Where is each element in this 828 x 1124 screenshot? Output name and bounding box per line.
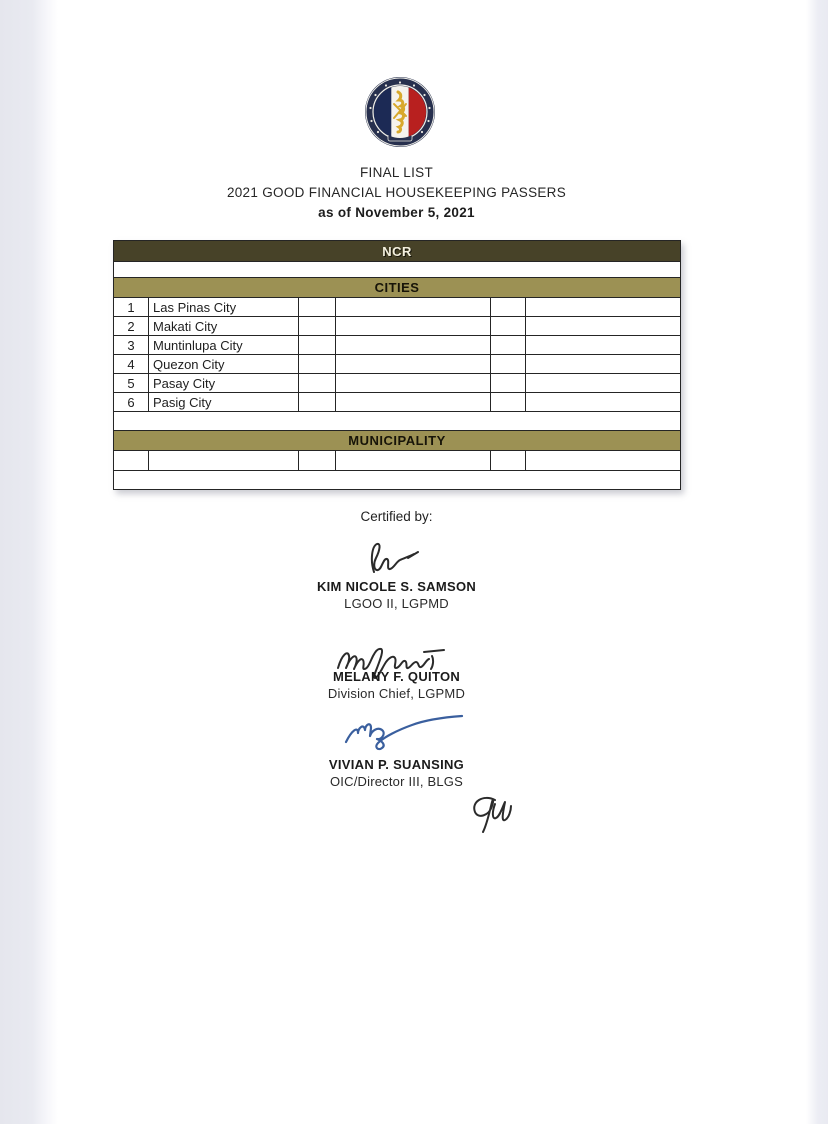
- certified-by-label: Certified by:: [360, 509, 433, 524]
- region-header-row: [114, 241, 681, 262]
- empty-row: [114, 471, 681, 490]
- city-name: Makati City: [149, 317, 299, 336]
- row-number: 2: [114, 317, 149, 336]
- signature-kim-icon: [362, 540, 432, 578]
- table-row: [114, 451, 681, 471]
- table-row: [114, 393, 681, 412]
- empty-row: [114, 412, 681, 431]
- municipality-header-row: [114, 431, 681, 451]
- document-date: as of November 5, 2021: [318, 205, 475, 220]
- table-row: [114, 336, 681, 355]
- city-name: Pasay City: [149, 374, 299, 393]
- signatory-name: MELANY F. QUITON: [332, 669, 461, 684]
- signatory-name: KIM NICOLE S. SAMSON: [316, 579, 477, 594]
- title-block: [113, 163, 680, 223]
- region-header-cell: NCR: [114, 241, 681, 262]
- row-number: 6: [114, 393, 149, 412]
- table-row: [114, 317, 681, 336]
- table-row: [114, 298, 681, 317]
- cities-header-cell: CITIES: [114, 278, 681, 298]
- row-number: 5: [114, 374, 149, 393]
- signature-vivian-icon: [342, 714, 468, 758]
- signatory-2: [113, 642, 680, 702]
- signatory-title: OIC/Director III, BLGS: [330, 774, 463, 789]
- city-name: Pasig City: [149, 393, 299, 412]
- table-row: [114, 355, 681, 374]
- city-name: Las Pinas City: [149, 298, 299, 317]
- row-number: 3: [114, 336, 149, 355]
- cities-header-row: [114, 278, 681, 298]
- row-number: 4: [114, 355, 149, 374]
- signatory-1: [113, 540, 680, 612]
- signatory-name: VIVIAN P. SUANSING: [328, 757, 465, 772]
- document-subtitle: 2021 GOOD FINANCIAL HOUSEKEEPING PASSERS: [226, 185, 567, 200]
- certification-block: [113, 509, 680, 790]
- table-row: [114, 374, 681, 393]
- signatory-title: Division Chief, LGPMD: [327, 686, 466, 701]
- city-name: Quezon City: [149, 355, 299, 374]
- row-number: 1: [114, 298, 149, 317]
- document-page: [48, 0, 810, 1124]
- municipality-header-cell: MUNICIPALITY: [114, 431, 681, 451]
- signature-initials-icon: [465, 792, 515, 838]
- passers-table: [113, 240, 681, 490]
- empty-row: [114, 262, 681, 278]
- agency-seal-icon: [364, 76, 436, 148]
- signatory-3: [113, 714, 680, 790]
- document-title: FINAL LIST: [359, 165, 434, 180]
- city-name: Muntinlupa City: [149, 336, 299, 355]
- signatory-title: LGOO II, LGPMD: [344, 596, 449, 611]
